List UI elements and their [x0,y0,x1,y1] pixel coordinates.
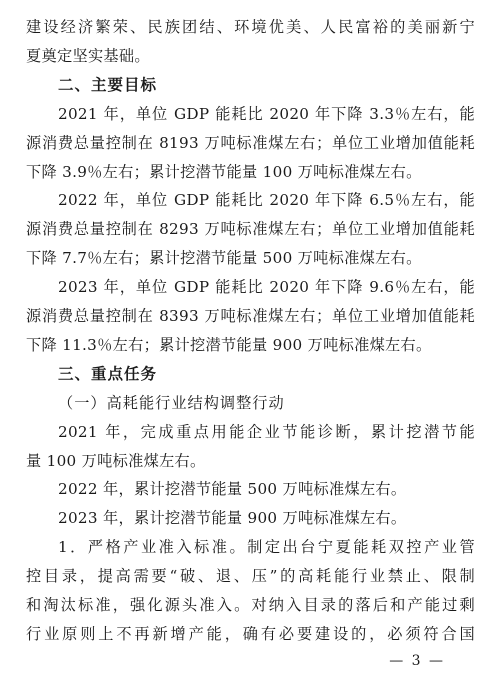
body-text-line: 2022 年，单位 GDP 能耗比 2020 年下降 6.5％左右，能 [58,191,475,210]
body-text-line: 和淘汰标准，强化源头准入。对纳入目录的落后和产能过剩 [26,596,475,614]
body-text-line: 下降 7.7％左右；累计挖潜节能量 500 万吨标准煤左右。 [26,249,422,268]
body-text-line: 行业原则上不再新增产能，确有必要建设的，必须符合国 [26,624,475,643]
body-text-line: 源消费总量控制在 8293 万吨标准煤左右；单位工业增加值能耗 [26,220,475,239]
body-text-line: 建设经济繁荣、民族团结、环境优美、人民富裕的美丽新宁 [26,18,475,36]
body-text-line: 2023 年，单位 GDP 能耗比 2020 年下降 9.6％左右，能 [58,278,475,297]
page-number: — 3 — [389,653,445,669]
body-text-line: 下降 11.3％左右；累计挖潜节能量 900 万吨标准煤左右。 [26,335,432,354]
section-heading-key-tasks: 三、重点任务 [58,364,158,383]
subsection-heading: （一）高耗能行业结构调整行动 [58,393,285,412]
body-text-line: 控目录，提高需要“破、退、压”的高耗能行业禁止、限制 [26,567,475,586]
body-text-line: 1．严格产业准入标准。制定出台宁夏能耗双控产业管 [58,538,475,557]
body-text-line: 2021 年，单位 GDP 能耗比 2020 年下降 3.3％左右，能 [58,104,475,123]
body-text-line: 2022 年，累计挖潜节能量 500 万吨标准煤左右。 [58,480,407,499]
body-text-line: 源消费总量控制在 8393 万吨标准煤左右；单位工业增加值能耗 [26,307,475,325]
body-text-line: 量 100 万吨标准煤左右。 [26,451,206,470]
section-heading-main-goals: 二、主要目标 [58,75,158,94]
body-text-line: 2023 年，累计挖潜节能量 900 万吨标准煤左右。 [58,509,407,528]
body-text-line: 源消费总量控制在 8193 万吨标准煤左右；单位工业增加值能耗 [26,133,475,152]
body-text-line: 2021 年，完成重点用能企业节能诊断，累计挖潜节能 [58,422,475,441]
body-text-line: 下降 3.9％左右；累计挖潜节能量 100 万吨标准煤左右。 [26,162,422,181]
body-text-line: 夏奠定坚实基础。 [26,46,150,65]
